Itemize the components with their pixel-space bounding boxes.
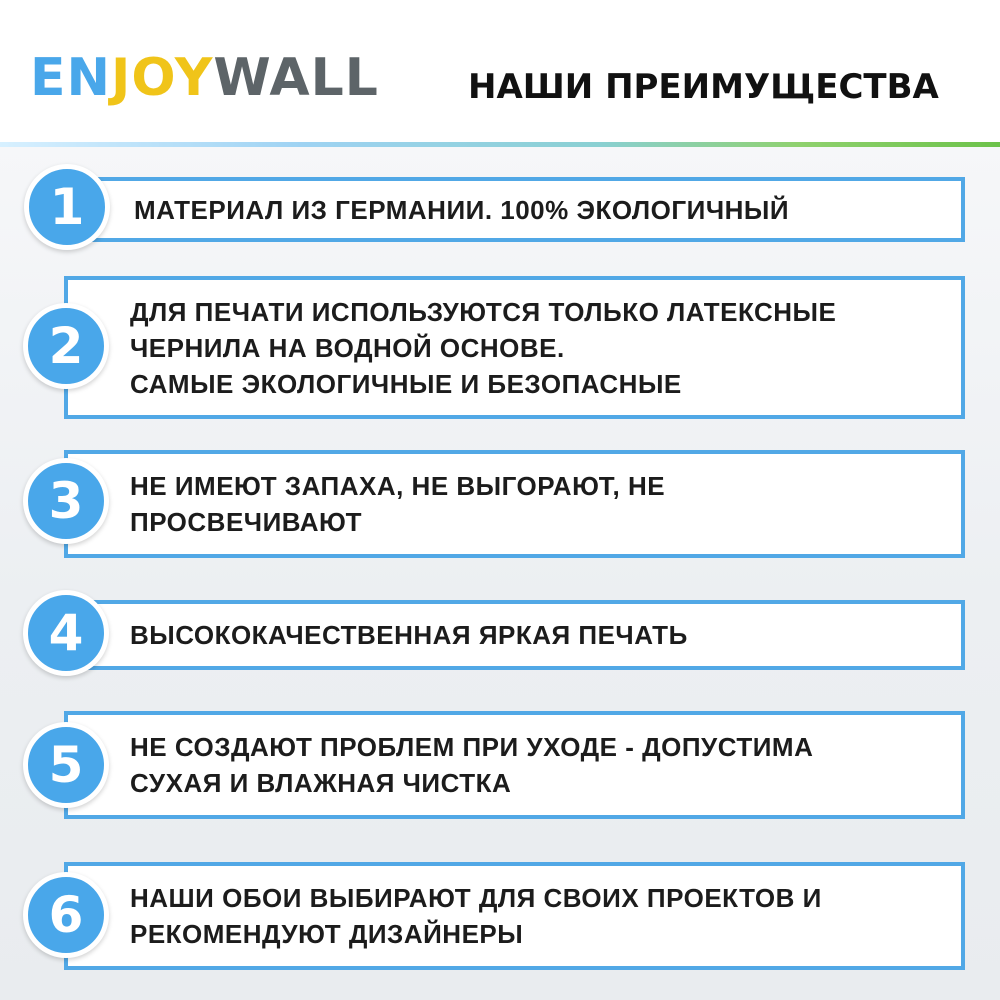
number-badge-4: 4 [23, 590, 109, 676]
advantage-card-2 [64, 276, 965, 419]
header [0, 0, 1000, 142]
advantage-card-6 [64, 862, 965, 970]
brand-logo [30, 48, 379, 108]
logo-part-wall: WALL [213, 48, 379, 108]
advantage-text-1: МАТЕРИАЛ ИЗ ГЕРМАНИИ. 100% ЭКОЛОГИЧНЫЙ [134, 194, 790, 225]
number-badge-6: 6 [23, 872, 109, 958]
advantage-text-3: НЕ ИМЕЮТ ЗАПАХА, НЕ ВЫГОРАЮТ, НЕ ПРОСВЕЧИВАЮТ [130, 471, 666, 537]
logo-part-en: EN [30, 48, 112, 108]
advantage-card-5 [64, 711, 965, 819]
advantage-text-2: ДЛЯ ПЕЧАТИ ИСПОЛЬЗУЮТСЯ ТОЛЬКО ЛАТЕКСНЫЕ ЧЕРНИЛА НА ВОДНОЙ ОСНОВЕ. САМЫЕ ЭКОЛОГИЧНЫЕ И БЕЗОПАСНЫЕ [130, 296, 837, 399]
advantage-text-5: НЕ СОЗДАЮТ ПРОБЛЕМ ПРИ УХОДЕ - ДОПУСТИМА СУХАЯ И ВЛАЖНАЯ ЧИСТКА [130, 732, 814, 798]
page-title: НАШИ ПРЕИМУЩЕСТВА [468, 67, 939, 107]
advantage-card-1 [68, 177, 965, 242]
number-badge-3: 3 [23, 458, 109, 544]
number-badge-2: 2 [23, 303, 109, 389]
advantage-text-6: НАШИ ОБОИ ВЫБИРАЮТ ДЛЯ СВОИХ ПРОЕКТОВ И РЕКОМЕНДУЮТ ДИЗАЙНЕРЫ [130, 883, 822, 949]
logo-part-joy: JOY [111, 48, 214, 108]
header-divider [0, 142, 1000, 147]
number-badge-5: 5 [23, 722, 109, 808]
advantage-card-4 [64, 600, 965, 670]
advantage-text-4: ВЫСОКОКАЧЕСТВЕННАЯ ЯРКАЯ ПЕЧАТЬ [130, 620, 688, 650]
advantage-card-3 [64, 450, 965, 558]
number-badge-1: 1 [24, 164, 110, 250]
